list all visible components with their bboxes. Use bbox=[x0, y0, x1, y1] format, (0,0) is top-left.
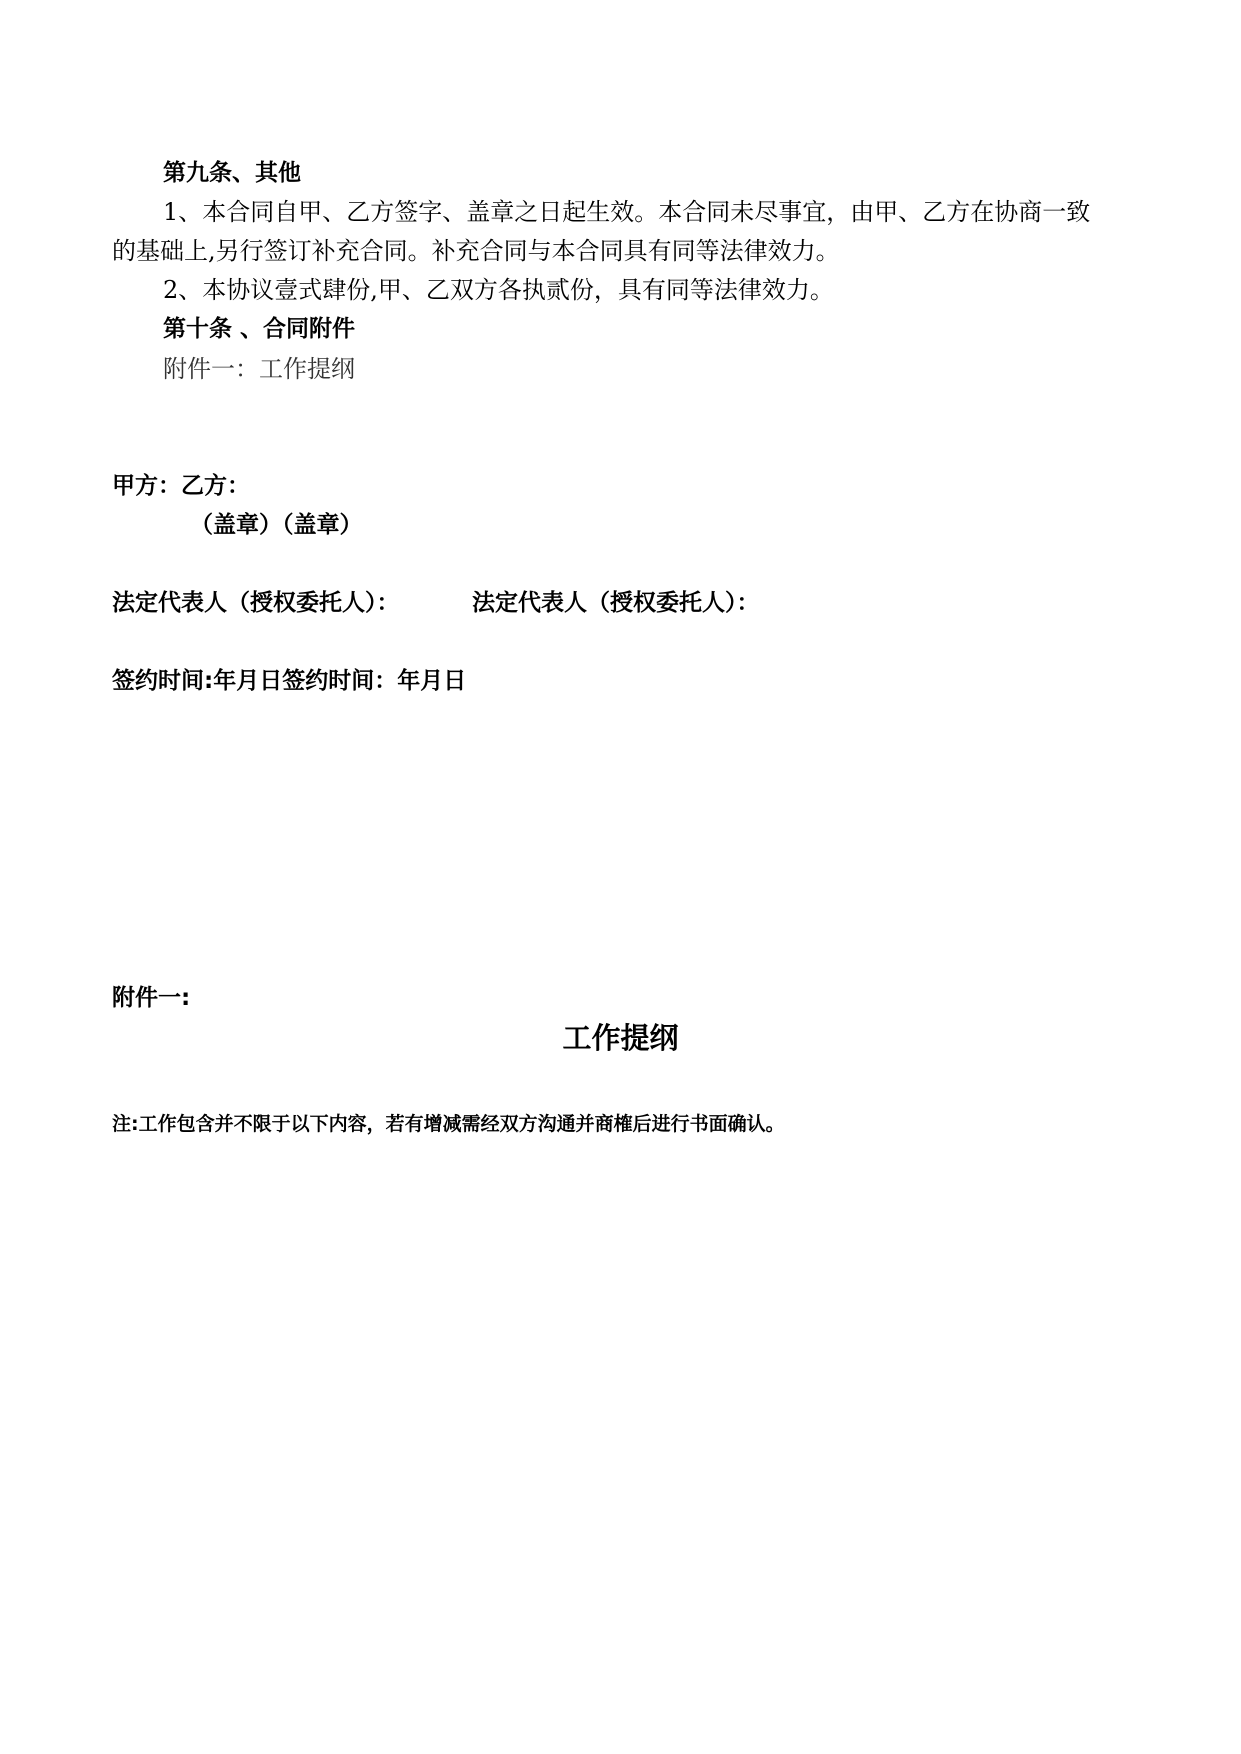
article9-clause2: 2、本协议壹式肆份,甲、乙双方各执贰份，具有同等法律效力。 bbox=[163, 276, 834, 304]
article9-clause1-line1: 1、本合同自甲、乙方签字、盖章之日起生效。本合同未尽事宜，由甲、乙方在协商一致 bbox=[163, 198, 1091, 226]
article9-clause1-line2: 的基础上,另行签订补充合同。补充合同与本合同具有同等法律效力。 bbox=[112, 237, 840, 265]
legal-representative-b: 法定代表人（授权委托人）： bbox=[472, 590, 760, 616]
legal-representative-a: 法定代表人（授权委托人）： bbox=[112, 590, 400, 616]
appendix-title: 工作提纲 bbox=[562, 1021, 679, 1055]
article9-heading: 第九条、其他 bbox=[163, 160, 301, 186]
appendix-note: 注:工作包含并不限于以下内容，若有增减需经双方沟通并商榷后进行书面确认。 bbox=[112, 1113, 785, 1135]
signing-date: 签约时间:年月日签约时间：年月日 bbox=[112, 668, 467, 694]
article10-attachment-ref: 附件一：工作提纲 bbox=[163, 355, 355, 383]
appendix-label: 附件一: bbox=[112, 985, 191, 1011]
signature-parties: 甲方：乙方： bbox=[112, 473, 250, 499]
signature-seals: （盖章）（盖章） bbox=[190, 512, 363, 538]
article10-heading: 第十条 、合同附件 bbox=[163, 316, 356, 342]
